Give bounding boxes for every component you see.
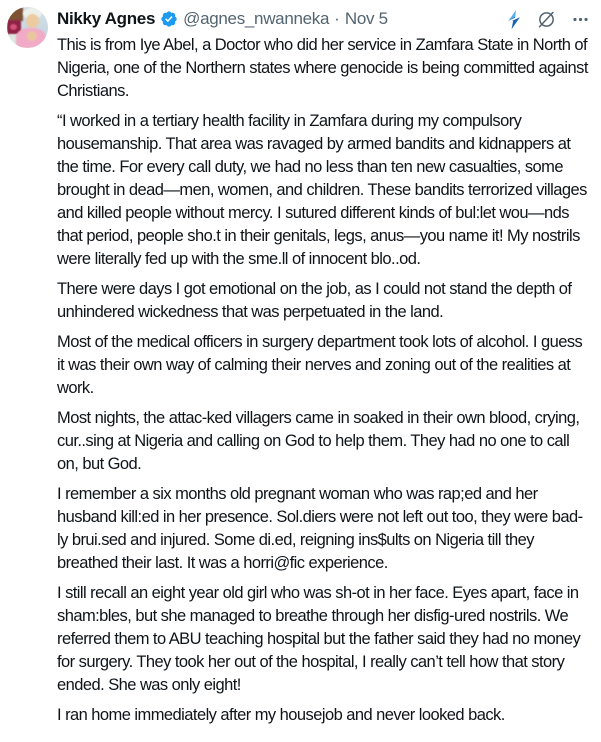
post-text-paragraph: I still recall an eight year old girl who was sh-ot in her face. Eyes apart, face in sham:bles, but she managed to breathe through her disfig-ured nostrils. We referred them to ABU teaching hospital but the father said they had no money for surgery. They took her out of the hospital, I really can’t tell how that story ended. She was only eight! — [57, 584, 581, 694]
post-text-paragraph: Most nights, the attac-ked villagers came in soaked in their own blood, crying, cur..sing at Nigeria and calling on God to help them. They had no one to call on, but God. — [57, 409, 580, 473]
post-text-paragraph: This is from Iye Abel, a Doctor who did her service in Zamfara State in North of Nigeria, one of the Northern states where genocide is being committed against Christians. — [57, 36, 588, 100]
avatar-photo-fragment — [10, 24, 17, 30]
post-text-paragraph: I remember a six months old pregnant woman who was rap;ed and her husband kill:ed in her presence. Sol.diers were not left out too, they were bad-ly brui.sed and injured. Some di.ed, reigning ins$ults on Nigeria till they breathed their last. It was a horri@fic experience. — [57, 485, 583, 572]
avatar-photo-fragment — [27, 31, 37, 41]
post-text-paragraph: I ran home immediately after my housejob and never looked back. — [57, 706, 505, 724]
post-timestamp[interactable]: Nov 5 — [344, 9, 388, 28]
post-text-paragraph: “I worked in a tertiary health facility in Zamfara during my compulsory housemanship. That area was ravaged by armed bandits and kidnappers at the time. For every call duty, we had no less than ten new casualties, some brought in dead—men, women, and children. These bandits terrorized villages and killed people without mercy. I sutured different kinds of bul:let wou—nds that period, people sho.t in their genitals, legs, anus—you name it! My nostrils were literally fed up with the sme.ll of innocent blo..od. — [57, 112, 587, 268]
verified-badge-icon[interactable] — [160, 10, 178, 28]
post-body — [57, 34, 593, 727]
avatar-photo-fragment — [7, 7, 23, 21]
avatar[interactable] — [7, 7, 48, 48]
avatar-photo-fragment — [26, 14, 39, 28]
post-text-paragraph: Most of the medical officers in surgery department took lots of alcohol. I guess it was their own way of calming their nerves and zoning out of the realities at work. — [57, 333, 583, 397]
author-handle[interactable]: @agnes_nwanneka — [183, 9, 330, 28]
author-name[interactable]: Nikky Agnes — [57, 9, 156, 28]
post-text-paragraph: There were days I got emotional on the job, as I could not stand the depth of unhindered wickedness that was perpetuated in the land. — [57, 280, 572, 321]
meta-separator: · — [334, 9, 340, 28]
post-content — [57, 8, 593, 727]
post-header — [57, 8, 593, 29]
